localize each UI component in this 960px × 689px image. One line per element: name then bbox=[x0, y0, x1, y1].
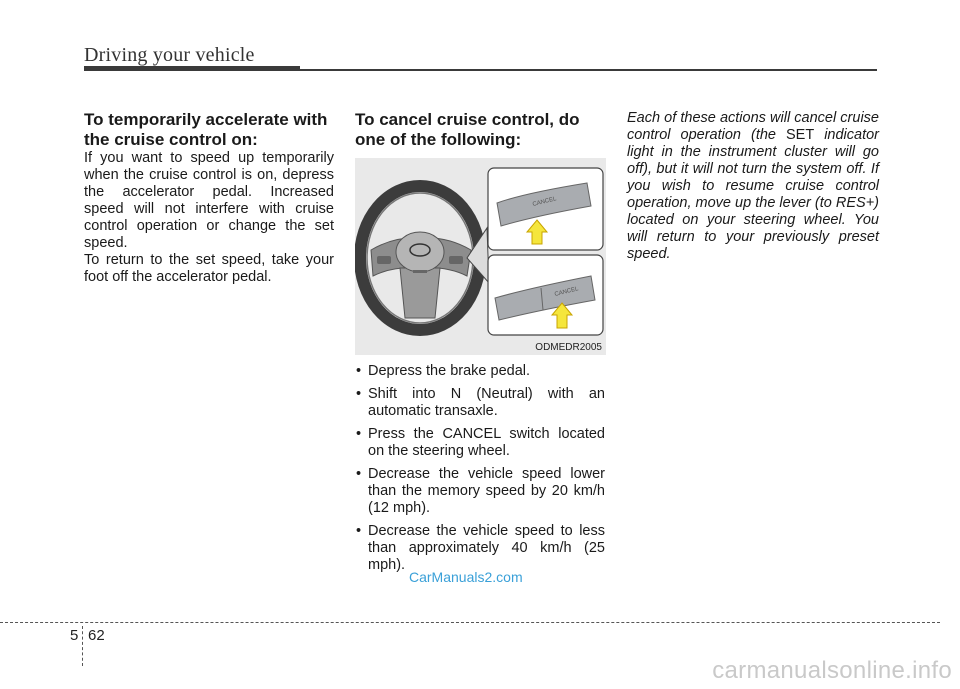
note-text-1: Each of these actions will cancel cruise control operation (the bbox=[627, 110, 879, 143]
note-text-2: indicator light in the instrument cluster will go off), but it will not turn the system off. If you wish to resume cruise control operation, move up the lever (to RES+) located on your steering wheel. You will return to your previously preset speed. bbox=[627, 127, 879, 262]
accelerate-heading: To temporarily accelerate with the cruise control on: bbox=[84, 110, 328, 149]
list-item: • Depress the brake pedal. bbox=[355, 363, 605, 380]
carmanuals-watermark: CarManuals2.com bbox=[409, 569, 523, 585]
footer-section-number: 5 bbox=[70, 627, 79, 644]
section-header-title: Driving your vehicle bbox=[84, 44, 255, 66]
cancel-button-detail-lower bbox=[488, 255, 603, 335]
steering-wheel-icon bbox=[360, 186, 480, 330]
note-set-word: SET bbox=[785, 127, 815, 143]
header-rule-thick bbox=[84, 66, 300, 71]
column-accelerate bbox=[84, 110, 334, 286]
cancel-heading: To cancel cruise control, do one of the following: bbox=[355, 110, 580, 149]
list-item: • Press the CANCEL switch located on the steering wheel. bbox=[355, 426, 605, 460]
site-watermark: carmanualsonline.info bbox=[712, 657, 952, 684]
accelerate-paragraph-1: If you want to speed up temporarily when the cruise control is on, depress the accelerator pedal. Increased speed will not interfere with cruise control operation or change the set speed. bbox=[84, 150, 334, 251]
footer-vertical-rule bbox=[82, 626, 83, 666]
cancel-label-lower: CANCEL bbox=[554, 286, 580, 298]
column-cancel bbox=[355, 110, 605, 150]
accelerate-paragraph-2: To return to the set speed, take your foot off the accelerator pedal. bbox=[84, 252, 334, 285]
figure-caption: ODMEDR2005 bbox=[535, 342, 602, 353]
cancel-button-detail-upper bbox=[488, 168, 603, 250]
note-paragraph bbox=[627, 110, 879, 263]
column-note bbox=[627, 110, 879, 263]
footer-dashed-rule bbox=[0, 622, 940, 623]
header-rule-thin bbox=[300, 69, 877, 71]
footer-page-number: 62 bbox=[88, 627, 105, 644]
cancel-label-upper: CANCEL bbox=[532, 196, 558, 208]
list-item: • Shift into N (Neutral) with an automatic transaxle. bbox=[355, 386, 605, 420]
list-item: • Decrease the vehicle speed lower than the memory speed by 20 km/h (12 mph). bbox=[355, 466, 605, 517]
list-item: • Decrease the vehicle speed to less than approximately 40 km/h (25 mph). bbox=[355, 523, 605, 574]
cancel-methods-list bbox=[355, 363, 605, 580]
steering-wheel-illustration bbox=[355, 158, 606, 355]
steering-wheel-figure bbox=[355, 158, 606, 355]
